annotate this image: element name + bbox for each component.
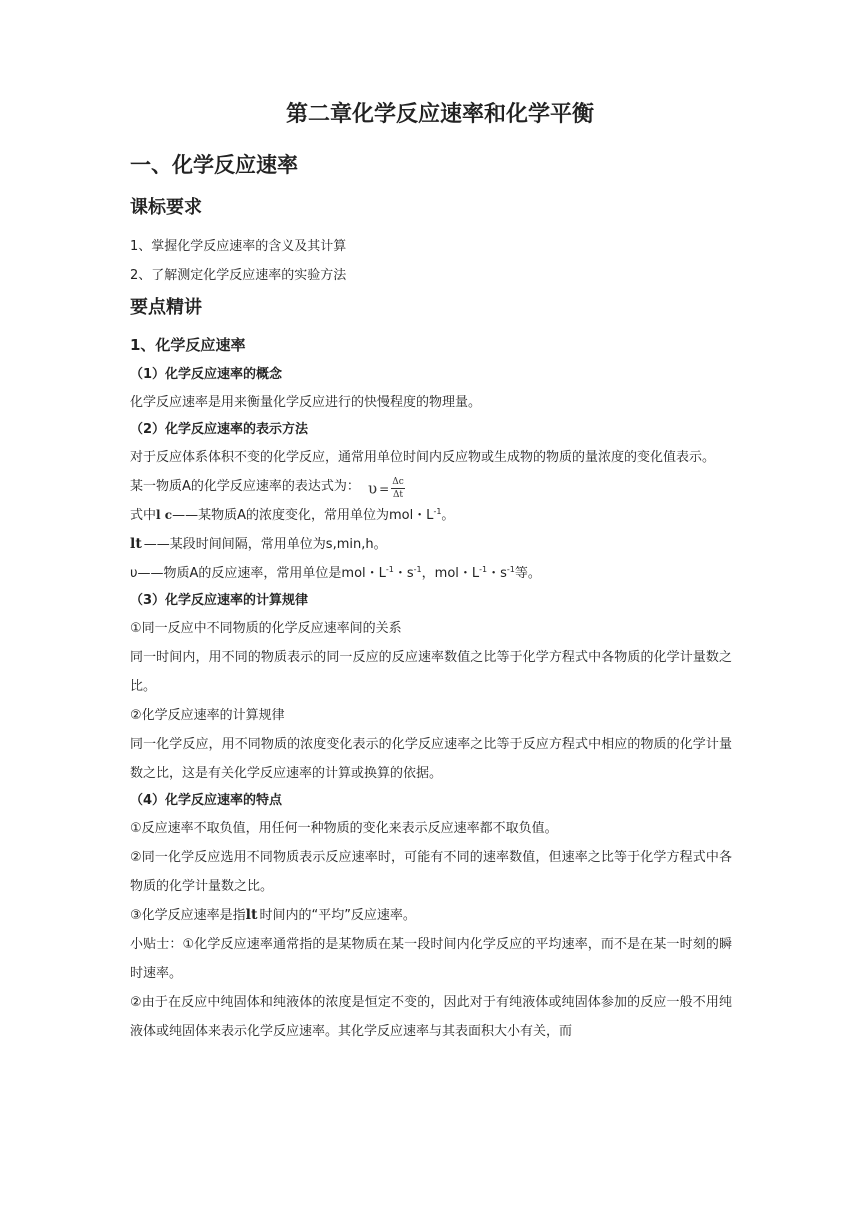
delta-t-description: ——某段时间间隔，常用单位为s,min,h。 <box>143 537 387 552</box>
paragraph <box>130 501 732 530</box>
rate-description: ・s <box>487 566 507 581</box>
superscript: -1 <box>413 565 422 574</box>
point-heading: （1）化学反应速率的概念 <box>130 367 283 382</box>
paragraph: ②化学反应速率的计算规律 <box>130 708 285 723</box>
superscript: -1 <box>506 565 515 574</box>
point-heading: （2）化学反应速率的表示方法 <box>130 422 309 437</box>
paragraph <box>130 530 732 559</box>
rate-description: ——物质A的反应速率，常用单位是mol・L <box>137 566 386 581</box>
rate-description: ・s <box>393 566 414 581</box>
paragraph: ①反应速率不取负值，用任何一种物质的变化来表示反应速率都不取负值。 <box>130 821 558 836</box>
formula-equals: = <box>379 481 390 496</box>
paragraph <box>130 901 732 930</box>
requirements-heading: 课标要求 <box>130 197 202 218</box>
delta-t-symbol: lt <box>130 536 142 552</box>
text-prefix: ③化学反应速率是指 <box>130 908 246 923</box>
key-points-heading: 要点精讲 <box>130 297 202 318</box>
formula-numerator: Δc <box>392 477 404 487</box>
text-end: 。 <box>441 508 455 523</box>
paragraph: ②同一化学反应选用不同物质表示反应速率时，可能有不同的速率数值，但速率之比等于化学方程式中各物质的化学计量数之比。 <box>130 850 732 894</box>
paragraph <box>130 559 732 588</box>
paragraph <box>130 472 732 501</box>
paragraph: ①同一反应中不同物质的化学反应速率间的关系 <box>130 621 402 636</box>
expression-intro: 某一物质A的化学反应速率的表达式为： <box>130 479 360 494</box>
formula-fraction <box>391 476 405 501</box>
requirement-item: 1、掌握化学反应速率的含义及其计算 <box>130 239 347 254</box>
text-prefix: 式中 <box>130 508 157 523</box>
rate-description: 等。 <box>514 566 541 581</box>
superscript: -1 <box>385 565 394 574</box>
point-heading: （3）化学反应速率的计算规律 <box>130 593 309 608</box>
delta-c-description: ——某物质A的浓度变化，常用单位为mol・L <box>172 508 434 523</box>
document-content <box>130 100 732 1046</box>
rate-formula <box>368 476 405 501</box>
paragraph: 对于反应体系体积不变的化学反应，通常用单位时间内反应物或生成物的物质的量浓度的变化值表示。 <box>130 450 716 465</box>
paragraph: 同一时间内，用不同的物质表示的同一反应的反应速率数值之比等于化学方程式中各物质的化学计量数之比。 <box>130 650 732 694</box>
paragraph: 化学反应速率是用来衡量化学反应进行的快慢程度的物理量。 <box>130 395 482 410</box>
text-end: 时间内的“平均”反应速率。 <box>259 908 416 923</box>
superscript: -1 <box>433 507 442 516</box>
section-heading: 一、化学反应速率 <box>130 153 298 177</box>
subsection-heading: 1、化学反应速率 <box>130 336 246 354</box>
formula-lhs: υ <box>368 479 378 498</box>
delta-t-symbol: lt <box>245 907 258 923</box>
tip-paragraph: 小贴士：①化学反应速率通常指的是某物质在某一段时间内化学反应的平均速率，而不是在某一时刻的瞬时速率。 <box>130 937 732 981</box>
rate-symbol: υ <box>130 566 138 581</box>
tip-paragraph: ②由于在反应中纯固体和纯液体的浓度是恒定不变的，因此对于有纯液体或纯固体参加的反应一般不用纯液体或纯固体来表示化学反应速率。其化学反应速率与其表面积大小有关，而 <box>130 995 732 1039</box>
paragraph: 同一化学反应，用不同物质的浓度变化表示的化学反应速率之比等于反应方程式中相应的物质的化学计量数之比，这是有关化学反应速率的计算或换算的依据。 <box>130 737 732 781</box>
point-heading: （4）化学反应速率的特点 <box>130 793 283 808</box>
document-title: 第二章化学反应速率和化学平衡 <box>285 102 594 127</box>
superscript: -1 <box>479 565 488 574</box>
requirement-item: 2、了解测定化学反应速率的实验方法 <box>130 268 347 283</box>
delta-c-symbol: l c <box>156 508 173 522</box>
rate-description: ，mol・L <box>421 566 480 581</box>
formula-denominator: Δt <box>392 490 404 500</box>
